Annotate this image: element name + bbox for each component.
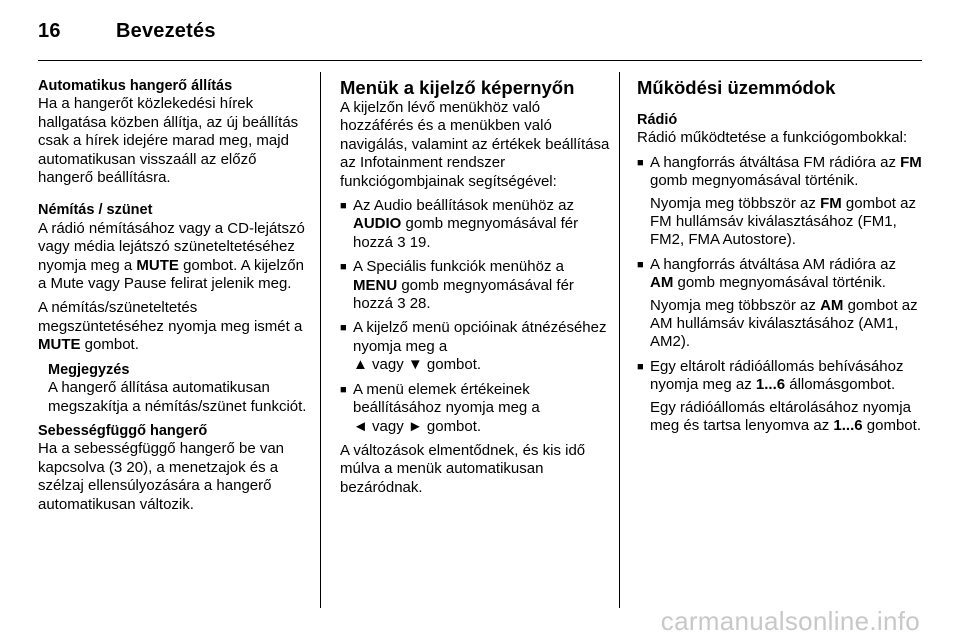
list-item-detail: Nyomja meg többször az FM gombot az FM hullámsáv kiválasztásához (FM1, FM2, FMA Autostore). bbox=[650, 194, 916, 249]
list-item-detail: Nyomja meg többször az AM gombot az AM hullámsáv kiválasztásához (AM1, AM2). bbox=[650, 296, 918, 351]
list-item: ■ A hangforrás átváltása FM rádióra az FM gomb megnyomásával történik. bbox=[637, 153, 922, 190]
column-2 bbox=[340, 77, 610, 497]
mute-text: A rádió némításához vagy a CD-lejátszó vagy média lejátszó szüneteltetéséhez nyomja meg a MUTE gombot. A kijelzőn a Mute vagy Pause felirat jelenik meg. bbox=[38, 219, 305, 293]
section-title-speed-volume: Sebességfüggő hangerő bbox=[38, 422, 208, 439]
menus-intro: A kijelzőn lévő menükhöz való hozzáférés és a menükben való navigálás, valamint az értékek beállítása az Infotainment rendszer funkciógombjainak segítségével: bbox=[340, 99, 610, 190]
station-key-label: 1...6 bbox=[833, 417, 863, 435]
list-item: ■ A menü elemek értékeinek beállításához nyomja meg a ◄ vagy ► gombot. bbox=[340, 380, 540, 435]
watermark: carmanualsonline.info bbox=[660, 606, 920, 636]
section-title-mute: Némítás / szünet bbox=[38, 202, 153, 219]
mute-key-label: MUTE bbox=[136, 256, 179, 274]
note-box bbox=[38, 361, 308, 416]
page-ref-icon: 3 bbox=[113, 458, 123, 476]
section-title-modes: Működési üzemmódok bbox=[637, 77, 836, 98]
header-rule bbox=[38, 60, 922, 61]
list-item-detail: Egy rádióállomás eltárolásához nyomja meg és tartsa lenyomva az 1...6 gombot. bbox=[650, 398, 921, 435]
bullet-icon: ■ bbox=[637, 360, 644, 373]
bullet-icon: ■ bbox=[340, 322, 347, 335]
station-key-label: 1...6 bbox=[755, 376, 786, 394]
list-item: ■ A hangforrás átváltása AM rádióra az AM gomb megnyomásával történik. bbox=[637, 255, 896, 292]
column-divider bbox=[619, 72, 620, 608]
list-item: ■ A Speciális funkciók menühöz a MENU gomb megnyomásával fér hozzá 3 28. bbox=[340, 258, 574, 313]
unmute-text: A némítás/szüneteltetés megszüntetéséhez nyomja meg ismét a MUTE gombot. bbox=[38, 299, 303, 354]
section-title-auto-volume: Automatikus hangerő állítás bbox=[38, 78, 233, 94]
audio-key-label: AUDIO bbox=[353, 215, 402, 233]
bullet-icon: ■ bbox=[340, 383, 347, 396]
am-key-label: AM bbox=[820, 296, 844, 314]
list-item: ■ A kijelző menü opcióinak átnézéséhez nyomja meg a ▲ vagy ▼ gombot. bbox=[340, 319, 607, 374]
list-item: ■ Az Audio beállítások menühöz az AUDIO gomb megnyomásával fér hozzá 3 19. bbox=[340, 197, 579, 251]
arrow-up-down-text: ▲ vagy ▼ gombot. bbox=[353, 356, 482, 374]
page-number: 16 bbox=[38, 20, 61, 42]
section-title-menus: Menük a kijelző képernyőn bbox=[340, 77, 575, 98]
bullet-icon: ■ bbox=[637, 258, 644, 271]
page-title: Bevezetés bbox=[116, 20, 216, 42]
speed-volume-text: Ha a sebességfüggő hangerő be van kapcsolva (3 20), a menetzajok és a szélzaj ellensúlyozására a hangerő automatikusan változik. bbox=[38, 440, 285, 513]
fm-key-label: FM bbox=[820, 194, 842, 212]
fm-key-label: FM bbox=[900, 153, 922, 171]
list-item: ■ Egy eltárolt rádióállomás behívásához nyomja meg az 1...6 állomásgombot. bbox=[637, 357, 904, 394]
column-3 bbox=[637, 77, 923, 436]
bullet-icon: ■ bbox=[340, 200, 347, 213]
page-header bbox=[38, 20, 216, 43]
column-1 bbox=[38, 77, 308, 514]
arrow-left-right-text: ◄ vagy ► gombot. bbox=[353, 417, 482, 435]
note-title: Megjegyzés bbox=[48, 361, 130, 378]
note-text: A hangerő állítása automatikusan megszakítja a némítás/szünet funkciót. bbox=[48, 379, 307, 415]
bullet-icon: ■ bbox=[340, 261, 347, 274]
mute-key-label: MUTE bbox=[38, 336, 81, 354]
radio-title: Rádió bbox=[637, 112, 678, 128]
menu-key-label: MENU bbox=[353, 276, 398, 294]
radio-text: Rádió működtetése a funkciógombokkal: bbox=[637, 129, 908, 147]
page-ref-icon: 3 bbox=[397, 295, 406, 313]
bullet-icon: ■ bbox=[637, 156, 644, 169]
am-key-label: AM bbox=[650, 274, 674, 292]
menus-outro: A változások elmentődnek, és kis idő múlva a menük automatikusan bezáródnak. bbox=[340, 441, 586, 496]
page-ref-icon: 3 bbox=[397, 233, 406, 251]
column-divider bbox=[320, 72, 321, 608]
auto-volume-text: Ha a hangerőt közlekedési hírek hallgatása közben állítja, az új beállítás csak a hírek idejére marad meg, majd automatikusan visszaáll az előző hangerő beállításra. bbox=[38, 95, 299, 187]
